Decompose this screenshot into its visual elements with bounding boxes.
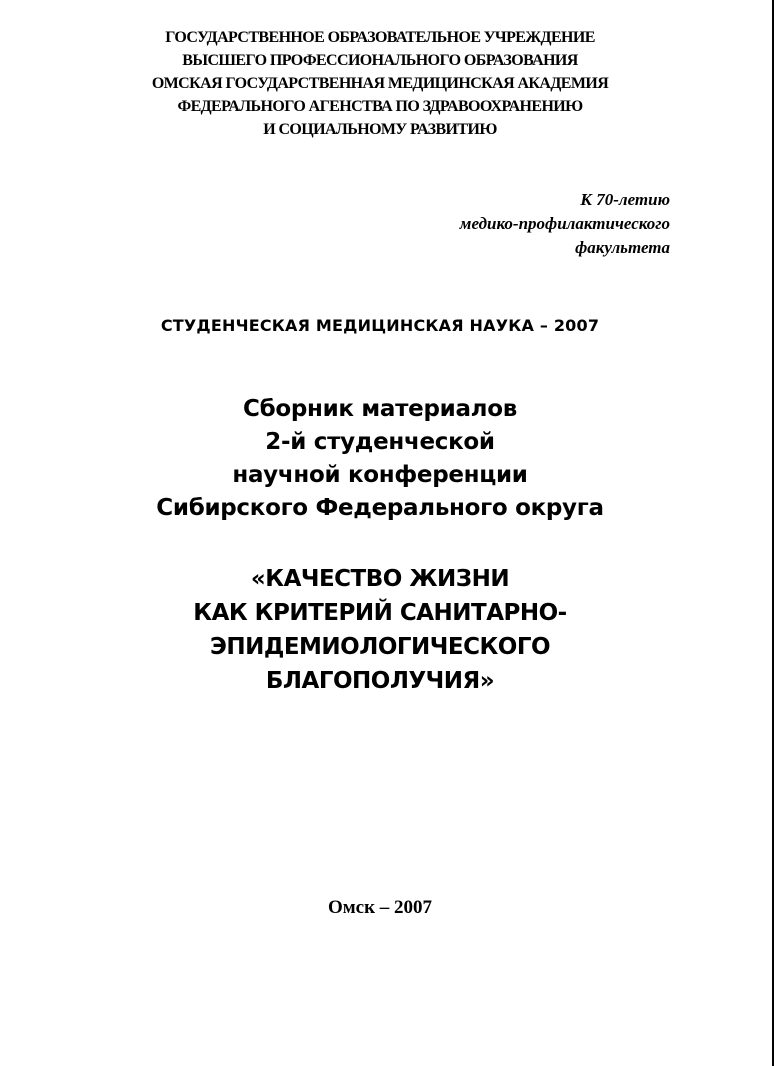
theme-line: БЛАГОПОЛУЧИЯ» [265, 668, 495, 694]
header-line: ФЕДЕРАЛЬНОГО АГЕНСТВА ПО ЗДРАВООХРАНЕНИЮ [177, 98, 583, 115]
dedication-line: медико-профилактического [459, 214, 670, 233]
header-line: ОМСКАЯ ГОСУДАРСТВЕННАЯ МЕДИЦИНСКАЯ АКАДЕМИЯ [151, 75, 609, 92]
header-line: И СОЦИАЛЬНОМУ РАЗВИТИЮ [263, 121, 497, 138]
dedication [350, 188, 670, 260]
collection-title [40, 393, 720, 525]
dedication-line: факультета [575, 238, 670, 257]
header-line: ВЫСШЕГО ПРОФЕССИОНАЛЬНОГО ОБРАЗОВАНИЯ [182, 52, 578, 69]
theme-line: КАК КРИТЕРИЙ САНИТАРНО- [193, 600, 567, 626]
header-line: ГОСУДАРСТВЕННОЕ ОБРАЗОВАТЕЛЬНОЕ УЧРЕЖДЕНИЕ [165, 29, 595, 46]
institution-header [60, 26, 700, 141]
place-year: Омск – 2007 [327, 897, 433, 918]
collection-line: 2-й студенческой [265, 429, 495, 455]
theme-line: «КАЧЕСТВО ЖИЗНИ [250, 566, 510, 592]
dedication-line: К 70-летию [580, 190, 670, 209]
collection-line: научной конференции [232, 462, 528, 488]
page-edge-line [772, 0, 774, 1066]
series-title: СТУДЕНЧЕСКАЯ МЕДИЦИНСКАЯ НАУКА – 2007 [160, 316, 600, 335]
theme-line: ЭПИДЕМИОЛОГИЧЕСКОГО [209, 634, 551, 660]
collection-line: Сборник материалов [243, 396, 517, 422]
collection-line: Сибирского Федерального округа [156, 495, 604, 521]
conference-theme [40, 562, 720, 698]
